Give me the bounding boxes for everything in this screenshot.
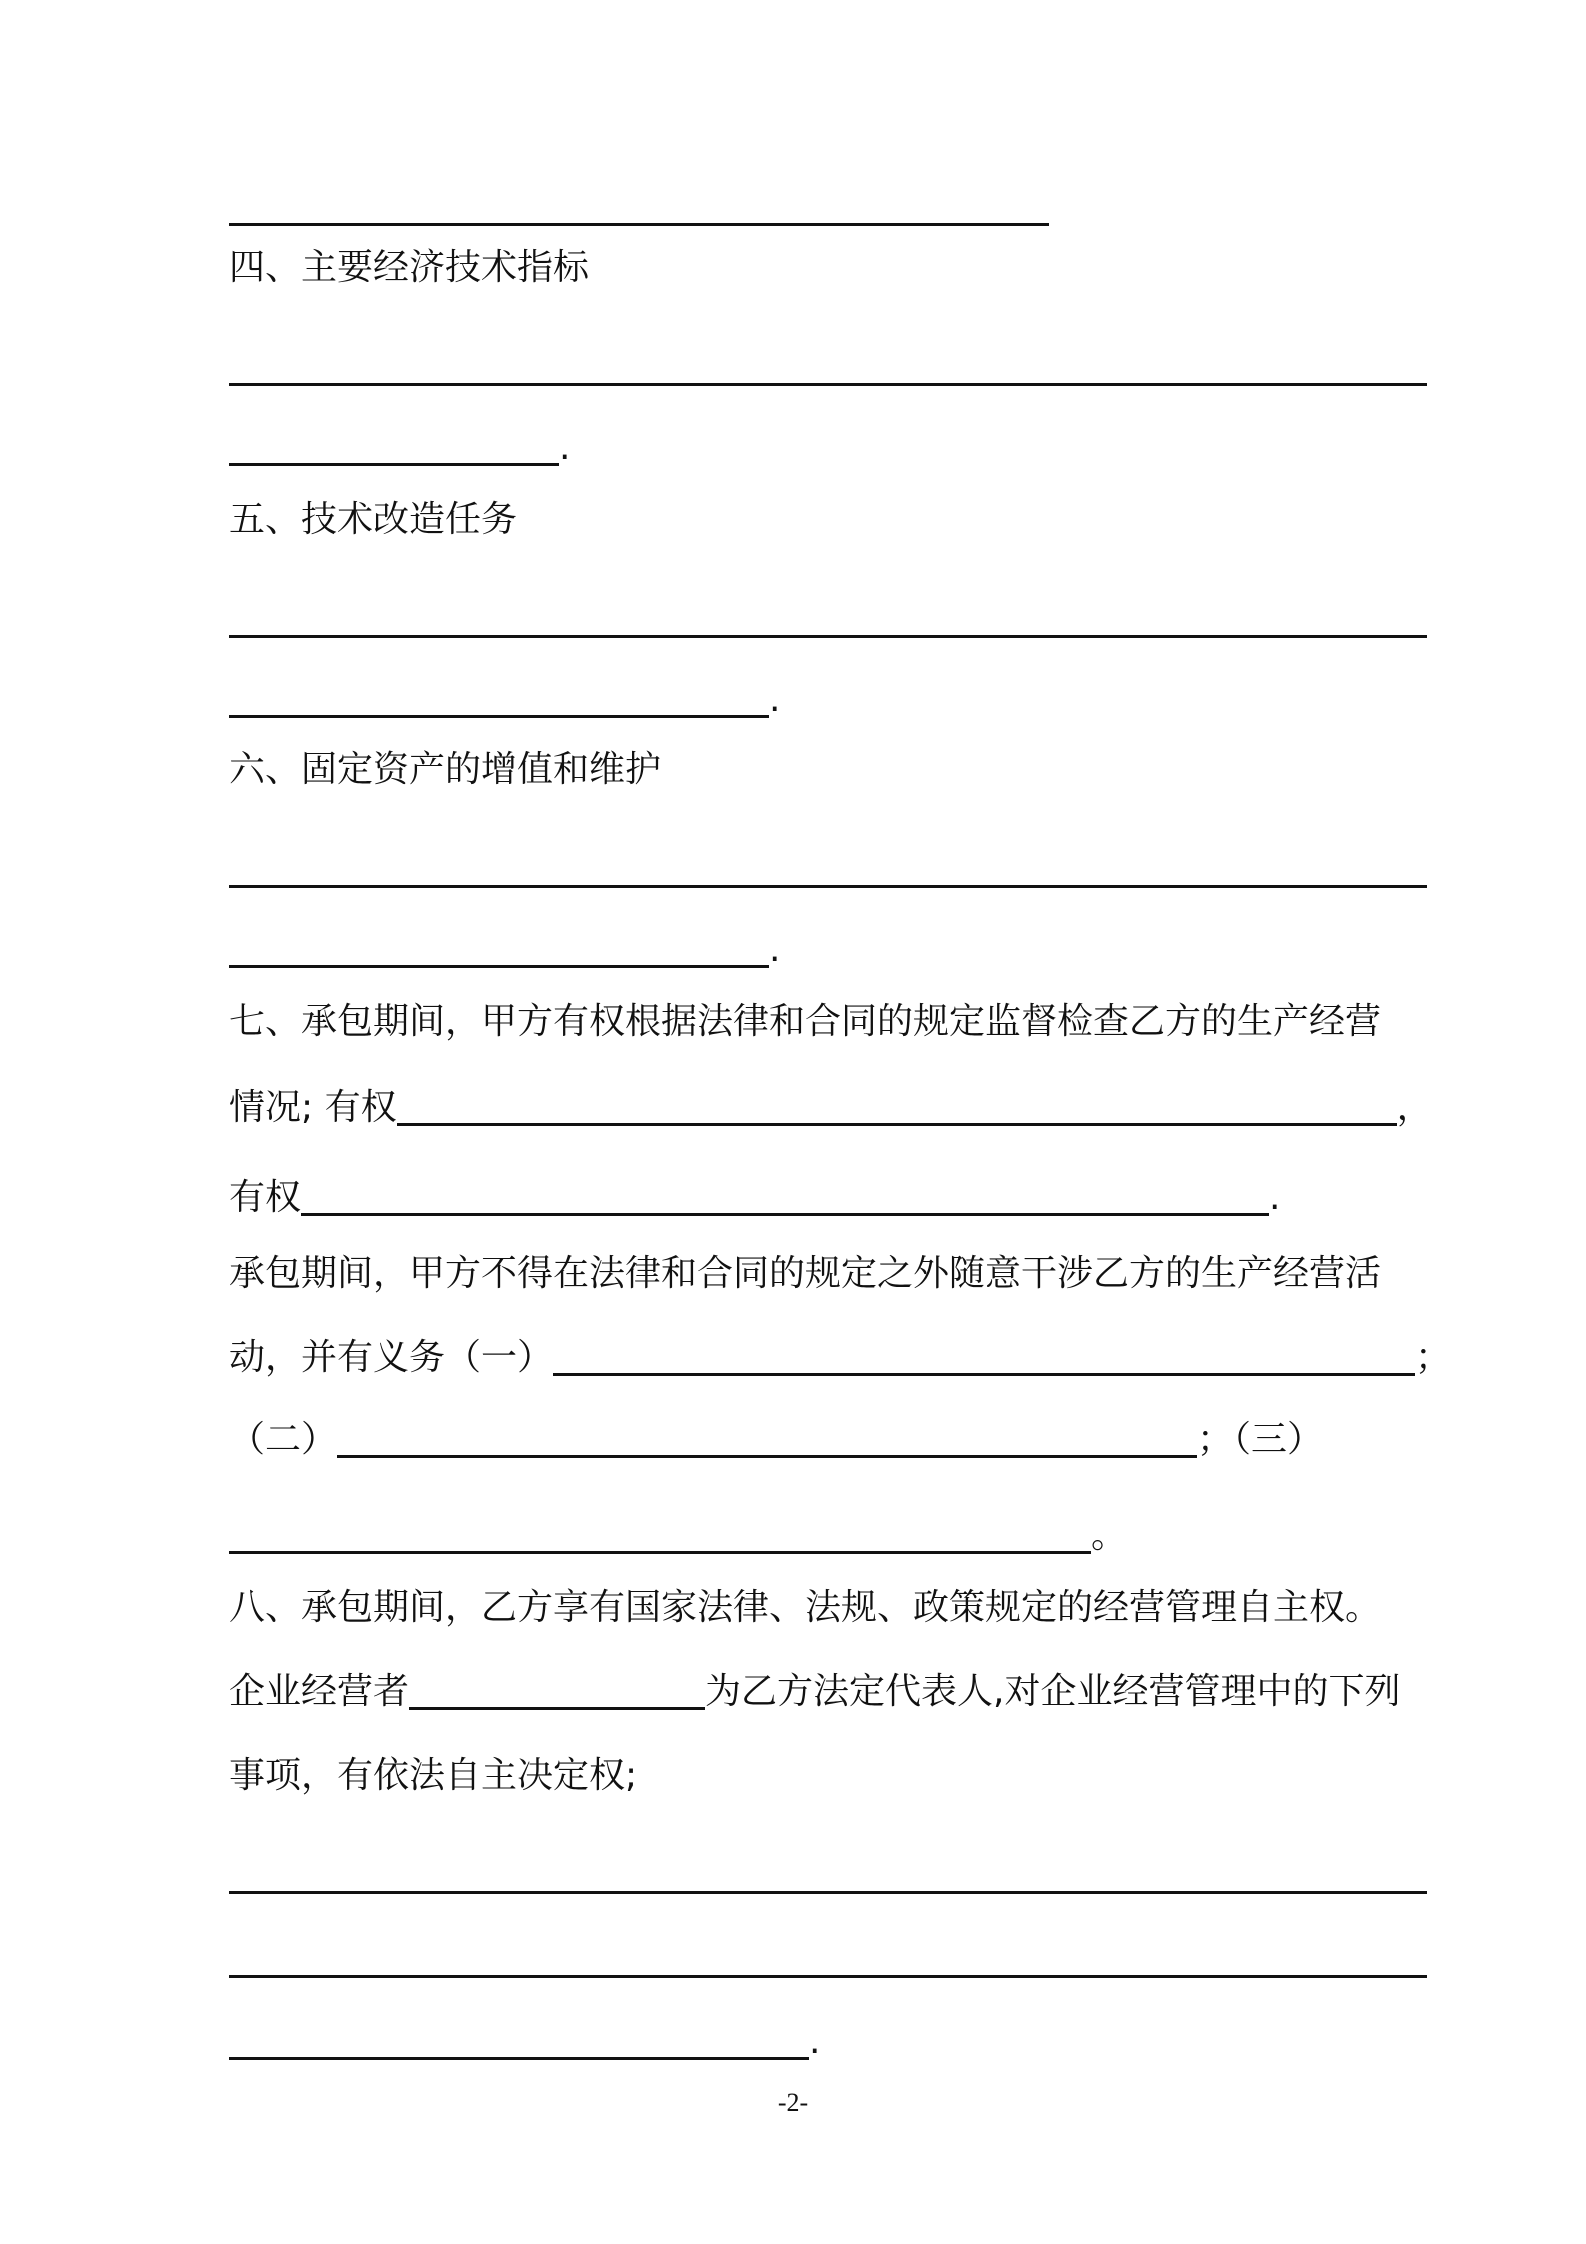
fill-blank	[229, 1551, 1091, 1554]
section-six-heading: 六、固定资产的增值和维护	[229, 749, 662, 790]
blank-line	[229, 922, 780, 978]
blank-line	[229, 1932, 1427, 1988]
fill-blank	[229, 1891, 1427, 1894]
fill-blank	[229, 885, 1427, 888]
end-punctuation: .	[559, 427, 571, 468]
fill-blank	[337, 1455, 1197, 1458]
fill-blank	[229, 635, 1427, 638]
section-seven-line-7: 。	[229, 1508, 1127, 1564]
section-heading	[229, 492, 517, 548]
fill-blank	[229, 2057, 809, 2060]
fill-blank	[229, 223, 1049, 226]
fill-blank	[229, 383, 1427, 386]
blank-line	[229, 180, 1049, 236]
section-seven-line-5: 动，并有义务（一） ；	[229, 1337, 1452, 1378]
end-punctuation: .	[809, 2021, 821, 2062]
blank-line	[229, 340, 1427, 396]
page-number: -2-	[777, 2088, 809, 2117]
section-seven-line-2: 情况; 有权 ，	[229, 1087, 1433, 1128]
fill-blank	[229, 715, 769, 718]
section-seven-line-4: 承包期间，甲方不得在法律和合同的规定之外随意干涉乙方的生产经营活	[229, 1253, 1382, 1294]
end-punctuation: .	[769, 679, 781, 720]
section-heading	[229, 742, 661, 798]
blank-line	[229, 672, 780, 728]
end-punctuation: .	[769, 929, 781, 970]
section-seven-line-1: 七、承包期间，甲方有权根据法律和合同的规定监督检查乙方的生产经营	[229, 1001, 1382, 1042]
blank-line	[229, 1848, 1427, 1904]
section-eight-line-2: 企业经营者 为乙方法定代表人,对企业经营管理中的下列	[229, 1671, 1401, 1712]
fill-blank	[229, 965, 769, 968]
fill-blank	[553, 1373, 1415, 1376]
section-eight-line-3: 事项，有依法自主决定权;	[229, 1755, 638, 1796]
section-seven-line-3: 有权 .	[229, 1177, 1281, 1218]
fill-blank	[397, 1123, 1397, 1126]
fill-blank	[229, 1975, 1427, 1978]
section-four-heading: 四、主要经济技术指标	[229, 247, 590, 288]
section-eight-line-1: 八、承包期间，乙方享有国家法律、法规、政策规定的经营管理自主权。	[229, 1587, 1382, 1628]
fill-blank	[229, 463, 559, 466]
section-heading	[229, 240, 589, 296]
blank-line	[229, 420, 570, 476]
fill-blank	[409, 1707, 705, 1710]
section-five-heading: 五、技术改造任务	[229, 499, 518, 540]
fill-blank	[301, 1213, 1269, 1216]
blank-line	[229, 592, 1427, 648]
blank-line	[229, 2014, 820, 2070]
section-seven-line-6: （二） ；（三）	[229, 1419, 1324, 1460]
blank-line	[229, 842, 1427, 898]
